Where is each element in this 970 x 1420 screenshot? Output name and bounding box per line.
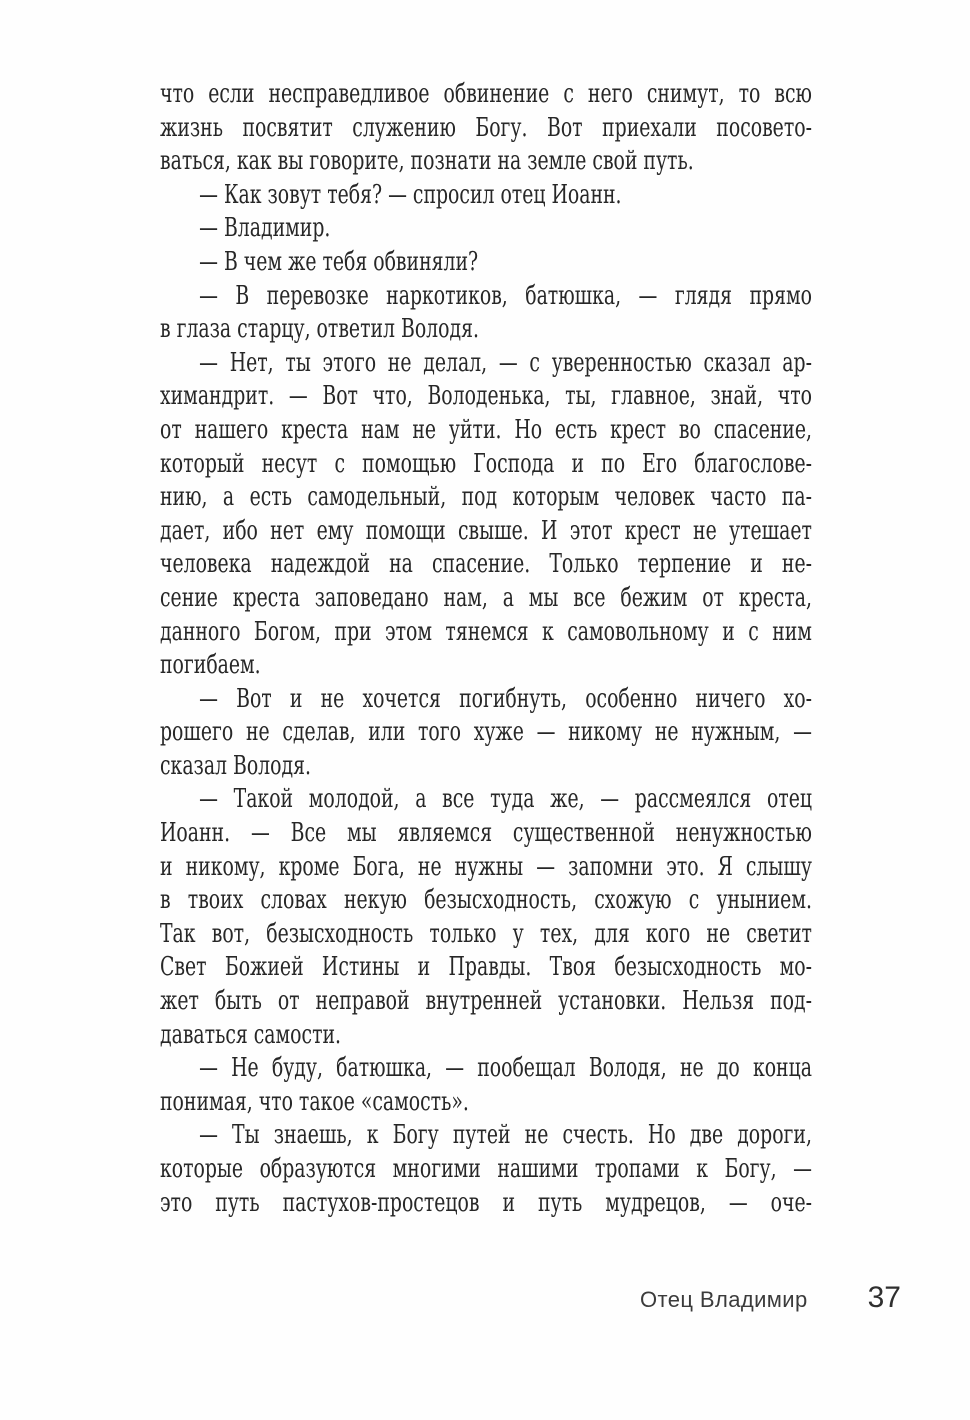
paragraph [160,347,812,683]
text-line: — Вот и не хочется погибнуть, особенно ничего хо- [199,683,812,714]
text-line: жет быть от неправой внутренней установки. Нельзя под- [160,986,812,1017]
text-line: это путь пастухов-простецов и путь мудрецов, — оче- [160,1187,812,1218]
paragraph [160,683,812,784]
text-line: ваться, как вы говорите, познати на земле свой путь. [160,146,694,177]
text-line: в глаза старцу, ответил Володя. [160,314,479,345]
text-line: — В чем же тебя обвиняли? [199,246,479,277]
paragraph [160,212,812,246]
text-line: дает, ибо нет ему помощи свыше. И этот крест не утешает [160,515,812,546]
paragraph [160,783,812,1052]
text-line: нию, а есть самодельный, под которым человек часто па- [160,482,812,513]
text-line: жизнь посвятит служению Богу. Вот приехали посовето- [160,112,812,143]
page-footer [160,1281,901,1315]
paragraph [160,280,812,347]
text-line: что если несправедливое обвинение с него снимут, то всю [160,79,812,109]
text-line: — Как зовут тебя? — спросил отец Иоанн. [199,179,622,210]
text-line: — Владимир. [199,213,331,244]
text-line: данного Богом, при этом тянемся к самовольному и с ним [160,616,812,647]
text-line: сение креста заповедано нам, а мы все бежим от креста, [160,582,812,613]
paragraph [160,1052,812,1119]
text-line: Так вот, безысходность только у тех, для кого не светит [160,918,812,949]
paragraph [160,246,812,280]
body-text [160,78,812,1220]
text-line: — Такой молодой, а все туда же, — рассмеялся отец [199,784,812,815]
text-line: от нашего креста нам не уйти. Но есть крест во спасение, [160,414,812,445]
text-line: понимая, что такое «самость». [160,1086,469,1117]
paragraph [160,78,812,179]
text-line: сказал Володя. [160,750,311,781]
text-line: которые образуются многими нашими тропами к Богу, — [160,1154,812,1184]
running-title: Отец Владимир [640,1287,808,1312]
page-number: 37 [867,1281,901,1314]
paragraph [160,1119,812,1220]
text-line: даваться самости. [160,1019,342,1050]
text-line: Иоанн. — Все мы являемся существенной ненужностью [160,818,812,849]
text-line: — Нет, ты этого не делал, — с уверенностью сказал ар- [199,347,812,378]
text-line: — В перевозке наркотиков, батюшка, — глядя прямо [199,280,812,311]
text-line: который несут с помощью Господа и по Его благослове- [160,448,812,479]
text-line: — Ты знаешь, к Богу путей не счесть. Но две дороги, [199,1120,812,1151]
text-line: и никому, кроме Бога, не нужны — запомни это. Я слышу [160,851,812,882]
paragraph [160,179,812,213]
text-line: — Не буду, батюшка, — пообещал Володя, не до конца [199,1053,812,1084]
text-line: химандрит. — Вот что, Володенька, ты, главное, знай, что [160,381,812,412]
text-line: рошего не сделав, или того хуже — никому не нужным, — [160,717,812,748]
text-line: в твоих словах некую безысходность, схожую с унынием. [160,885,812,916]
text-line: человека надеждой на спасение. Только терпение и не- [160,549,812,580]
text-line: погибаем. [160,650,261,681]
text-line: Свет Божией Истины и Правды. Твоя безысходность мо- [160,952,812,983]
